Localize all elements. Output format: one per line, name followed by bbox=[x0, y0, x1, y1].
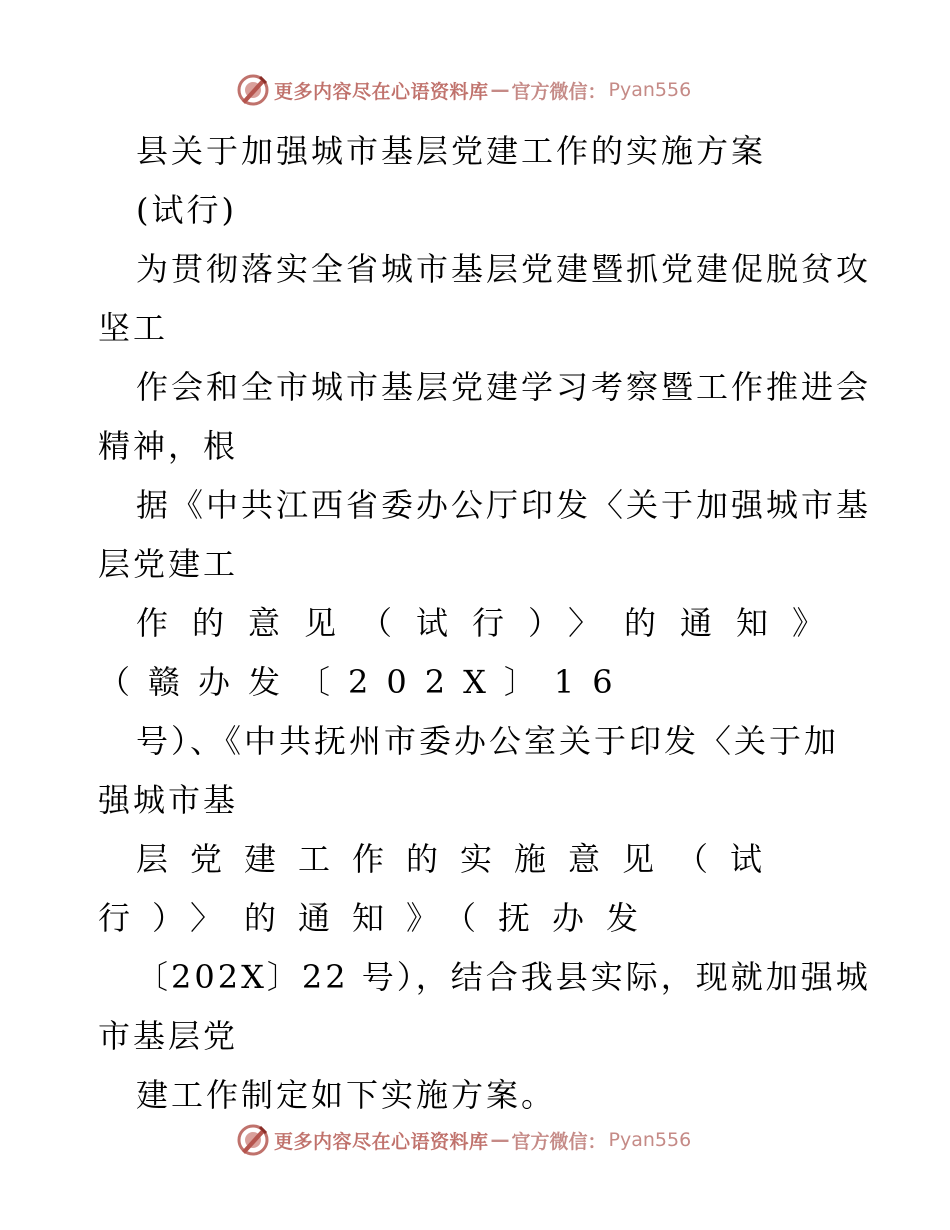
watermark-brand: 更多内容尽在心语资料库 bbox=[274, 1130, 489, 1153]
watermark-wechat-label: 官方微信： bbox=[511, 80, 607, 103]
watermark-brand: 更多内容尽在心语资料库 bbox=[274, 80, 489, 103]
paragraph-line: （赣办发〔202X〕16 bbox=[98, 663, 631, 701]
watermark-wechat-label: 官方微信： bbox=[511, 1130, 607, 1153]
watermark-dash: — bbox=[490, 1129, 510, 1151]
paragraph-line: 精神，根 bbox=[98, 427, 239, 465]
paragraph-line: 行）〉的通知》（抚办发 bbox=[98, 899, 661, 937]
pen-seal-icon bbox=[236, 73, 270, 107]
paragraph-line: 作会和全市城市基层党建学习考察暨工作推进会 bbox=[136, 368, 872, 406]
paragraph-line: 〔202X〕22 号），结合我县实际，现就加强城 bbox=[136, 958, 871, 996]
paragraph-line: 建工作制定如下实施方案。 bbox=[136, 1076, 557, 1114]
paragraph-line: 层党建工 bbox=[98, 545, 239, 583]
paragraph-line: 市基层党 bbox=[98, 1017, 239, 1055]
header-watermark bbox=[236, 70, 736, 110]
footer-watermark bbox=[236, 1120, 736, 1160]
paragraph-line: 强城市基 bbox=[98, 781, 239, 819]
watermark-wechat-id: Pyan556 bbox=[608, 1129, 692, 1151]
paragraph-line: 层党建工作的实施意见（试 bbox=[136, 840, 785, 878]
paragraph-line: 坚工 bbox=[98, 309, 169, 347]
paragraph-line: 号）、《中共抚州市委办公室关于印发〈关于加 bbox=[136, 722, 840, 760]
document-subtitle: (试行) bbox=[136, 191, 237, 229]
document-title: 县关于加强城市基层党建工作的实施方案 bbox=[136, 132, 767, 170]
document-body bbox=[98, 122, 872, 1125]
paragraph-line: 为贯彻落实全省城市基层党建暨抓党建促脱贫攻 bbox=[136, 250, 872, 288]
watermark-dash: — bbox=[490, 79, 510, 101]
paragraph-line: 作的意见（试行）〉的通知》 bbox=[136, 604, 849, 642]
watermark-wechat-id: Pyan556 bbox=[608, 79, 692, 101]
paragraph-line: 据《中共江西省委办公厅印发〈关于加强城市基 bbox=[136, 486, 872, 524]
pen-seal-icon bbox=[236, 1123, 270, 1157]
